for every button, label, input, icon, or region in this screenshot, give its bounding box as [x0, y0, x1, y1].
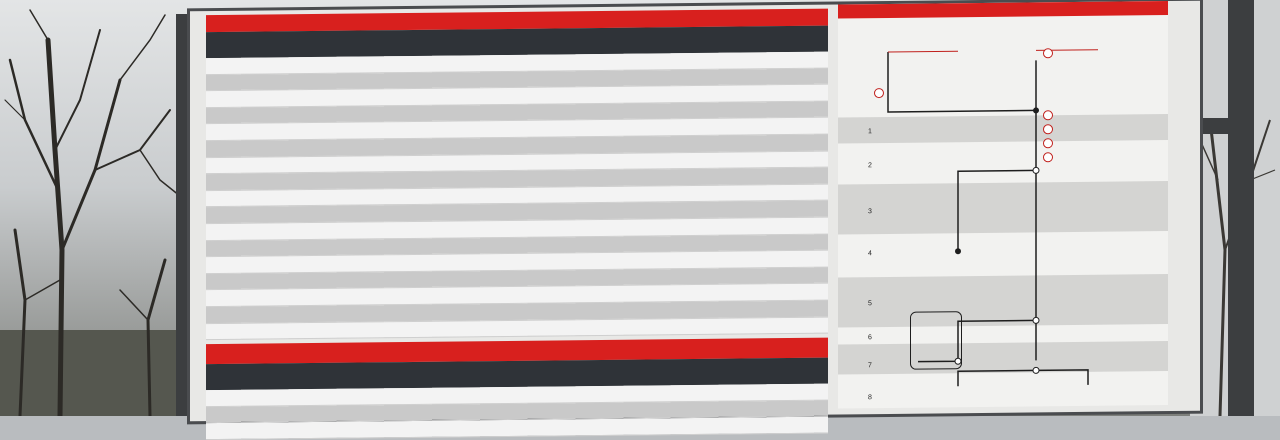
zone-number: 6	[868, 334, 872, 342]
timetable-cell	[774, 52, 828, 69]
timetable-cell	[206, 124, 244, 141]
timetable-cell	[206, 290, 244, 307]
timetable-cell	[774, 384, 828, 401]
timetable-cell	[206, 323, 244, 340]
timetable-cell	[244, 305, 322, 322]
zone-number: 7	[868, 362, 872, 370]
timetable-cell	[774, 217, 828, 234]
timetable-cell	[322, 155, 402, 172]
timetable-cell	[402, 420, 482, 437]
zone-number: 2	[868, 162, 872, 170]
timetable-cell	[322, 222, 402, 239]
column-header	[482, 26, 774, 55]
timetable-cell	[206, 107, 244, 124]
timetable-cell	[774, 200, 828, 217]
timetable-cell	[322, 421, 402, 438]
timetable-cell	[206, 306, 244, 323]
timetable-cell	[482, 417, 774, 437]
timetable-cell	[244, 123, 322, 140]
timetable-table	[206, 26, 828, 341]
timetable-cell	[774, 167, 828, 184]
timetable-cell	[322, 288, 402, 305]
zone-number: 5	[868, 300, 872, 308]
interchange-marker	[1043, 110, 1053, 120]
timetable-cell	[322, 238, 402, 255]
column-header	[774, 358, 828, 385]
timetable-cell	[322, 89, 402, 106]
timetable-cell	[322, 388, 402, 405]
timetable-cell	[402, 88, 482, 105]
timetable-cell	[322, 72, 402, 89]
timetable-cell	[244, 206, 322, 223]
timetable-cell	[206, 240, 244, 257]
timetable-cell	[206, 74, 244, 91]
timetable-board	[190, 1, 1200, 422]
timetable-cell	[774, 184, 828, 201]
timetable-cell	[402, 254, 482, 271]
timetable-cell	[244, 389, 322, 406]
second-timetable-table	[206, 358, 828, 440]
timetable-cell	[322, 139, 402, 156]
timetable-cell	[206, 173, 244, 190]
right-post	[1228, 0, 1254, 416]
timetable-cell	[244, 239, 322, 256]
timetable-cell	[402, 55, 482, 72]
timetable-cell	[244, 289, 322, 306]
timetable-cell	[402, 387, 482, 404]
timetable-cell	[402, 270, 482, 287]
timetable-cell	[244, 139, 322, 156]
column-header	[774, 26, 828, 53]
timetable-cell	[244, 222, 322, 239]
route-map-panel	[838, 1, 1168, 408]
timetable-cell	[402, 171, 482, 188]
timetable-cell	[322, 56, 402, 73]
zone-number: 1	[868, 128, 872, 136]
timetable-cell	[774, 117, 828, 134]
column-header	[206, 364, 244, 390]
route-lines	[838, 19, 1168, 408]
grouped-stops-box	[910, 311, 962, 370]
timetable-cell	[206, 390, 244, 406]
timetable-cell	[774, 134, 828, 151]
timetable-cell	[402, 71, 482, 88]
left-post	[176, 14, 190, 416]
timetable-cell	[244, 272, 322, 289]
timetable-cell	[774, 84, 828, 101]
timetable-cell	[402, 304, 482, 321]
timetable-cell	[774, 267, 828, 284]
timetable-cell	[206, 58, 244, 74]
timetable-cell	[322, 304, 402, 321]
timetable-cell	[206, 423, 244, 440]
timetable-cell	[206, 157, 244, 174]
timetable-cell	[774, 300, 828, 317]
timetable-cell	[244, 156, 322, 173]
timetable-cell	[206, 140, 244, 157]
timetable-cell	[774, 400, 828, 417]
timetable-cell	[206, 256, 244, 273]
route-diagram	[838, 19, 1168, 408]
timetable-cell	[402, 204, 482, 221]
column-header	[402, 361, 482, 388]
timetable-cell	[774, 416, 828, 433]
timetable-cell	[774, 151, 828, 168]
timetable-cell	[206, 273, 244, 290]
interchange-marker	[1043, 48, 1053, 58]
timetable-cell	[244, 73, 322, 90]
timetable-cell	[402, 237, 482, 254]
timetable-cell	[322, 205, 402, 222]
timetable-cell	[402, 187, 482, 204]
timetable-cell	[244, 322, 322, 339]
zone-number: 8	[868, 394, 872, 402]
timetable-cell	[322, 105, 402, 122]
timetable-cell	[206, 223, 244, 240]
timetable-cell	[774, 101, 828, 118]
timetable-cell	[402, 320, 482, 337]
timetable-cell	[322, 122, 402, 139]
timetable-cell	[244, 173, 322, 190]
timetable-cell	[402, 121, 482, 138]
timetable-cell	[774, 234, 828, 251]
timetable-cell	[244, 57, 322, 74]
timetable-cell	[244, 405, 322, 422]
timetable-cell	[206, 90, 244, 107]
timetable-cell	[244, 90, 322, 107]
timetable-cell	[322, 255, 402, 272]
timetable-cell	[206, 207, 244, 224]
bare-trees-left	[0, 0, 195, 416]
timetable-cell	[244, 422, 322, 439]
timetable-cell	[402, 105, 482, 122]
column-header	[482, 358, 774, 387]
column-header	[244, 363, 322, 390]
zone-number: 3	[868, 208, 872, 216]
zone-number: 4	[868, 250, 872, 258]
timetable-cell	[244, 189, 322, 206]
interchange-marker	[874, 88, 884, 98]
timetable-panel	[206, 9, 828, 416]
timetable-cell	[322, 321, 402, 338]
column-header	[322, 362, 402, 389]
timetable-cell	[402, 221, 482, 238]
timetable-cell	[774, 283, 828, 300]
column-header	[206, 32, 244, 58]
column-header	[402, 29, 482, 56]
timetable-cell	[244, 256, 322, 273]
column-header	[244, 31, 322, 58]
interchange-marker	[1043, 152, 1053, 162]
timetable-cell	[482, 317, 774, 337]
timetable-cell	[402, 138, 482, 155]
route-map-title-bar	[838, 1, 1168, 18]
column-header	[322, 30, 402, 57]
timetable-cell	[206, 406, 244, 423]
timetable-cell	[322, 271, 402, 288]
timetable-cell	[322, 404, 402, 421]
timetable-cell	[322, 188, 402, 205]
timetable-cell	[402, 403, 482, 420]
interchange-marker	[1043, 138, 1053, 148]
timetable-cell	[244, 106, 322, 123]
interchange-marker	[1043, 124, 1053, 134]
timetable-cell	[774, 250, 828, 267]
timetable-cell	[402, 154, 482, 171]
timetable-cell	[206, 190, 244, 207]
timetable-cell	[774, 317, 828, 334]
timetable-cell	[774, 68, 828, 85]
timetable-cell	[322, 172, 402, 189]
timetable-cell	[402, 287, 482, 304]
